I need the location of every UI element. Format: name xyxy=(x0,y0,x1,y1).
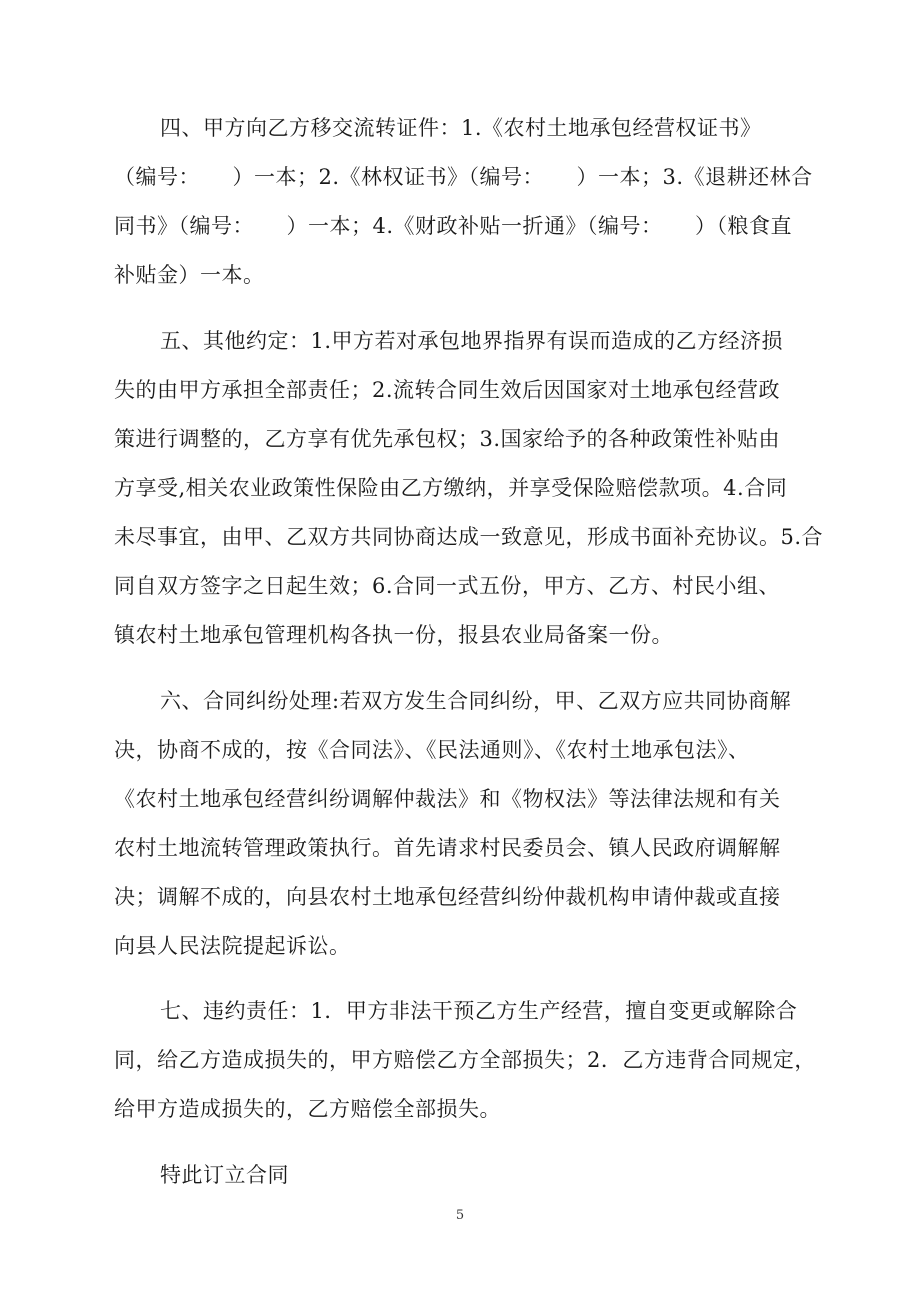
paragraph-line: 补贴金）一本。 xyxy=(114,263,265,287)
paragraph-line: 向县人民法院提起诉讼。 xyxy=(114,934,351,958)
paragraph-line: 镇农村土地承包管理机构各执一份，报县农业局备案一份。 xyxy=(114,623,673,647)
paragraph-line: 给甲方造成损失的，乙方赔偿全部损失。 xyxy=(114,1097,501,1121)
paragraph-line: 决；调解不成的，向县农村土地承包经营纠纷仲裁机构申请仲裁或直接 xyxy=(114,885,781,909)
paragraph-line: 农村土地流转管理政策执行。首先请求村民委员会、镇人民政府调解解 xyxy=(114,836,781,860)
paragraph-line: 特此订立合同 xyxy=(160,1163,289,1187)
paragraph-line: 策进行调整的，乙方享有优先承包权；3.国家给予的各种政策性补贴由 xyxy=(114,427,781,451)
paragraph-line: 决，协商不成的，按《合同法》、《民法通则》、《农村土地承包法》、 xyxy=(114,738,750,762)
paragraph-line: 《农村土地承包经营纠纷调解仲裁法》和《物权法》等法律法规和有关 xyxy=(114,787,781,811)
page-number: 5 xyxy=(455,1208,465,1223)
paragraph-line: 五、其他约定：1.甲方若对承包地界指界有误而造成的乙方经济损 xyxy=(160,329,784,353)
paragraph-line: 四、甲方向乙方移交流转证件：1.《农村土地承包经营权证书》 xyxy=(160,116,762,140)
paragraph-line: 同自双方签字之日起生效；6.合同一式五份，甲方、乙方、村民小组、 xyxy=(114,574,781,598)
paragraph-line: 同，给乙方造成损失的，甲方赔偿乙方全部损失；2．乙方违背合同规定， xyxy=(114,1048,816,1072)
paragraph-line: （编号： ）一本；2.《林权证书》（编号： ）一本；3.《退耕还林合 xyxy=(114,165,813,189)
paragraph-line: 同书》（编号： ）一本；4.《财政补贴一折通》（编号： ）（粮食直 xyxy=(114,214,793,238)
paragraph-line: 六、合同纠纷处理:若双方发生合同纠纷，甲、乙双方应共同协商解 xyxy=(160,689,792,713)
paragraph-line: 七、违约责任：1．甲方非法干预乙方生产经营，擅自变更或解除合 xyxy=(160,999,798,1023)
paragraph-line: 未尽事宜，由甲、乙双方共同协商达成一致意见，形成书面补充协议。5.合 xyxy=(114,525,824,549)
paragraph-line: 方享受,相关农业政策性保险由乙方缴纳，并享受保险赔偿款项。4.合同 xyxy=(114,476,788,500)
paragraph-line: 失的由甲方承担全部责任；2.流转合同生效后因国家对土地承包经营政 xyxy=(114,378,781,402)
